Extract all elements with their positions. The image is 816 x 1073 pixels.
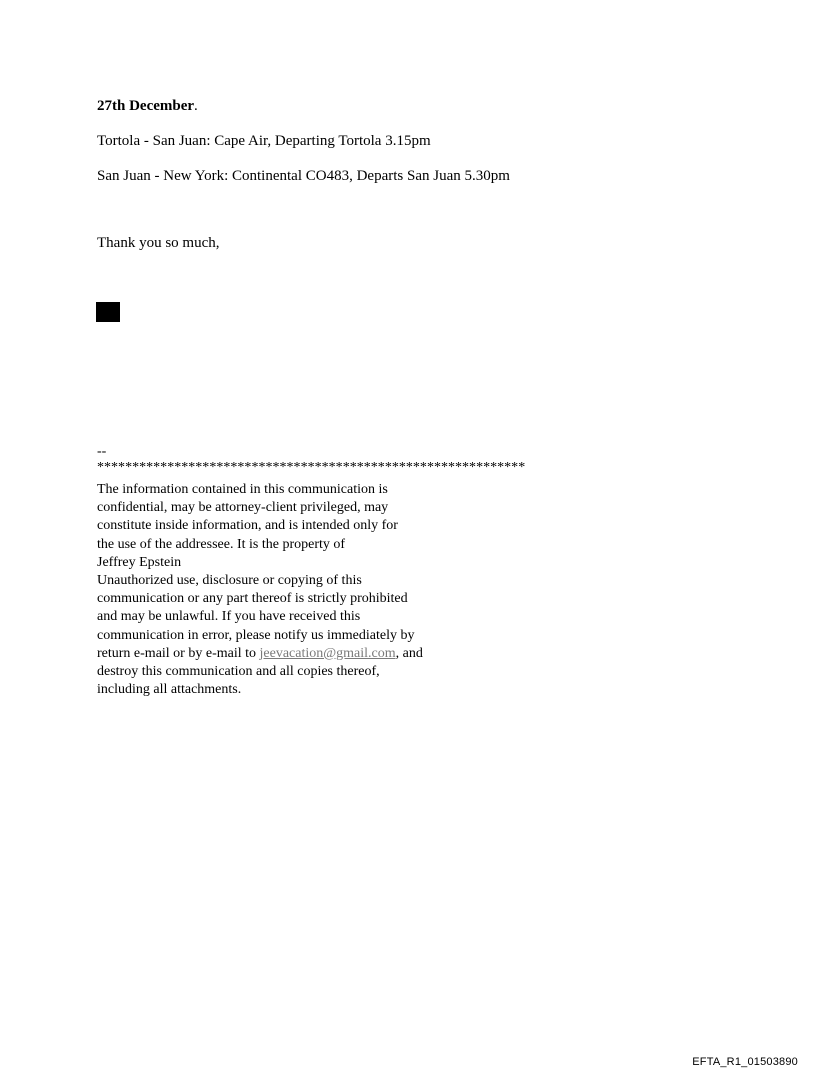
disclaimer-line: confidential, may be attorney-client privileged, may: [97, 500, 389, 516]
confidentiality-disclaimer: [97, 481, 497, 699]
disclaimer-line: constitute inside information, and is intended only for: [97, 518, 398, 534]
itinerary-date: [97, 97, 198, 115]
disclaimer-line: including all attachments.: [97, 682, 242, 698]
disclaimer-line: communication in error, please notify us immediately by: [97, 627, 415, 643]
flight-san-juan-new-york: San Juan - New York: Continental CO483, Departs San Juan 5.30pm: [97, 168, 510, 184]
email-suffix: , and: [395, 645, 423, 661]
redacted-signature-block: [96, 302, 120, 322]
disclaimer-line: Jeffrey Epstein: [97, 554, 182, 570]
disclaimer-email-line: [97, 645, 497, 663]
closing-line: Thank you so much,: [97, 235, 220, 251]
signature-separator: --: [97, 444, 107, 459]
email-link[interactable]: jeevacation@gmail.com: [259, 645, 396, 661]
disclaimer-line: Unauthorized use, disclosure or copying of this: [97, 573, 362, 589]
disclaimer-line: and may be unlawful. If you have received this: [97, 609, 361, 625]
disclaimer-line: communication or any part thereof is strictly prohibited: [97, 591, 408, 607]
flight-tortola-san-juan: Tortola - San Juan: Cape Air, Departing Tortola 3.15pm: [97, 133, 431, 149]
disclaimer-line: destroy this communication and all copies thereof,: [97, 664, 380, 680]
document-id: EFTA_R1_01503890: [692, 1056, 798, 1068]
asterisk-divider: *************************************************************: [97, 460, 526, 475]
disclaimer-line: The information contained in this communication is: [97, 482, 388, 497]
email-prefix: return e-mail or by e-mail to: [97, 645, 260, 661]
date-suffix: .: [194, 98, 198, 114]
date-text: 27th December: [97, 98, 195, 114]
disclaimer-line: the use of the addressee. It is the property of: [97, 536, 346, 552]
